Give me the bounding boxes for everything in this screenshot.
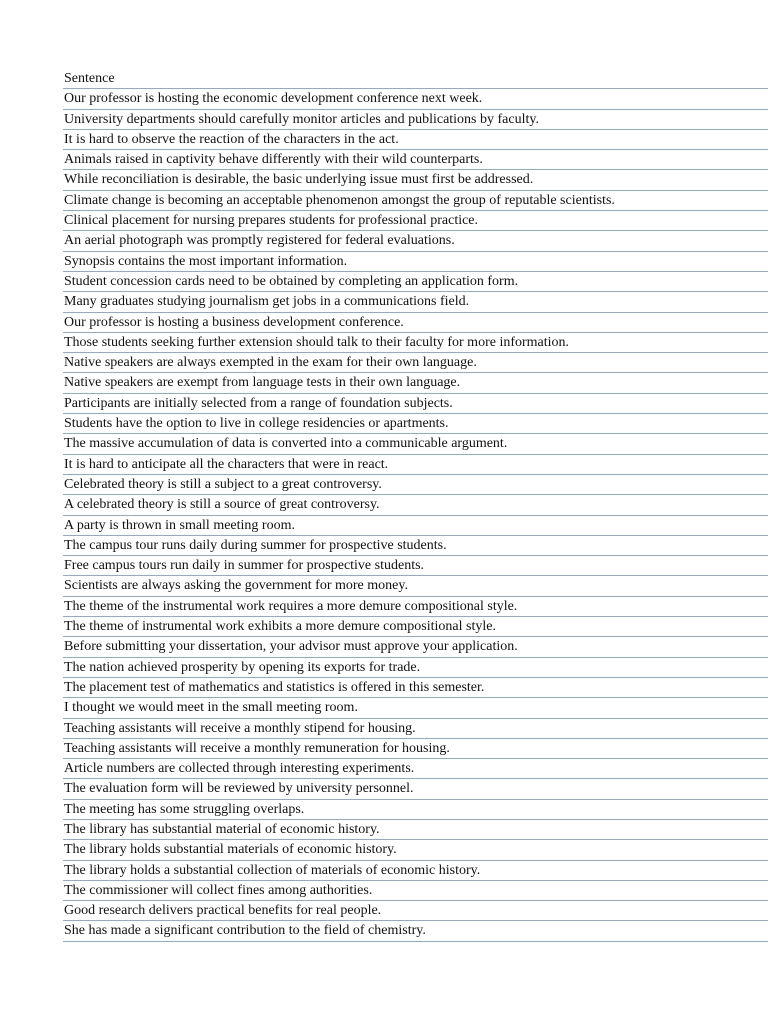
table-row: It is hard to observe the reaction of the characters in the act. — [63, 130, 768, 150]
table-row: An aerial photograph was promptly registered for federal evaluations. — [63, 231, 768, 251]
table-row: Teaching assistants will receive a monthly remuneration for housing. — [63, 739, 768, 759]
table-row: Participants are initially selected from a range of foundation subjects. — [63, 394, 768, 414]
table-body — [63, 89, 768, 941]
table-row: The commissioner will collect fines among authorities. — [63, 881, 768, 901]
table-row: The meeting has some struggling overlaps. — [63, 800, 768, 820]
table-row: Our professor is hosting the economic development conference next week. — [63, 89, 768, 109]
table-row: Teaching assistants will receive a monthly stipend for housing. — [63, 719, 768, 739]
table-row: A party is thrown in small meeting room. — [63, 516, 768, 536]
table-row: It is hard to anticipate all the characters that were in react. — [63, 455, 768, 475]
column-header: Sentence — [63, 69, 768, 89]
table-row: Article numbers are collected through interesting experiments. — [63, 759, 768, 779]
table-row: University departments should carefully monitor articles and publications by faculty. — [63, 110, 768, 130]
table-row: Celebrated theory is still a subject to a great controversy. — [63, 475, 768, 495]
table-row: She has made a significant contribution to the field of chemistry. — [63, 921, 768, 941]
table-row: The library has substantial material of economic history. — [63, 820, 768, 840]
table-row: The library holds a substantial collection of materials of economic history. — [63, 861, 768, 881]
table-row: The massive accumulation of data is converted into a communicable argument. — [63, 434, 768, 454]
table-row: Native speakers are exempt from language tests in their own language. — [63, 373, 768, 393]
table-row: Clinical placement for nursing prepares students for professional practice. — [63, 211, 768, 231]
table-row: Animals raised in captivity behave differently with their wild counterparts. — [63, 150, 768, 170]
table-row: Those students seeking further extension should talk to their faculty for more information. — [63, 333, 768, 353]
table-row: Students have the option to live in college residencies or apartments. — [63, 414, 768, 434]
table-row: The campus tour runs daily during summer for prospective students. — [63, 536, 768, 556]
table-row: I thought we would meet in the small meeting room. — [63, 698, 768, 718]
table-row: Before submitting your dissertation, your advisor must approve your application. — [63, 637, 768, 657]
table-row: The theme of instrumental work exhibits a more demure compositional style. — [63, 617, 768, 637]
table-row: Good research delivers practical benefits for real people. — [63, 901, 768, 921]
table-row: A celebrated theory is still a source of great controversy. — [63, 495, 768, 515]
table-row: Scientists are always asking the government for more money. — [63, 576, 768, 596]
table-row: Student concession cards need to be obtained by completing an application form. — [63, 272, 768, 292]
table-row: The placement test of mathematics and statistics is offered in this semester. — [63, 678, 768, 698]
sentence-table — [63, 69, 768, 942]
table-row: The library holds substantial materials of economic history. — [63, 840, 768, 860]
table-row: While reconciliation is desirable, the basic underlying issue must first be addressed. — [63, 170, 768, 190]
table-row: Climate change is becoming an acceptable phenomenon amongst the group of reputable scientists. — [63, 191, 768, 211]
table-row: Our professor is hosting a business development conference. — [63, 313, 768, 333]
table-row: The nation achieved prosperity by opening its exports for trade. — [63, 658, 768, 678]
table-row: Synopsis contains the most important information. — [63, 252, 768, 272]
table-row: Free campus tours run daily in summer for prospective students. — [63, 556, 768, 576]
table-row: The theme of the instrumental work requires a more demure compositional style. — [63, 597, 768, 617]
table-row: Native speakers are always exempted in the exam for their own language. — [63, 353, 768, 373]
table-row: Many graduates studying journalism get jobs in a communications field. — [63, 292, 768, 312]
table-row: The evaluation form will be reviewed by university personnel. — [63, 779, 768, 799]
